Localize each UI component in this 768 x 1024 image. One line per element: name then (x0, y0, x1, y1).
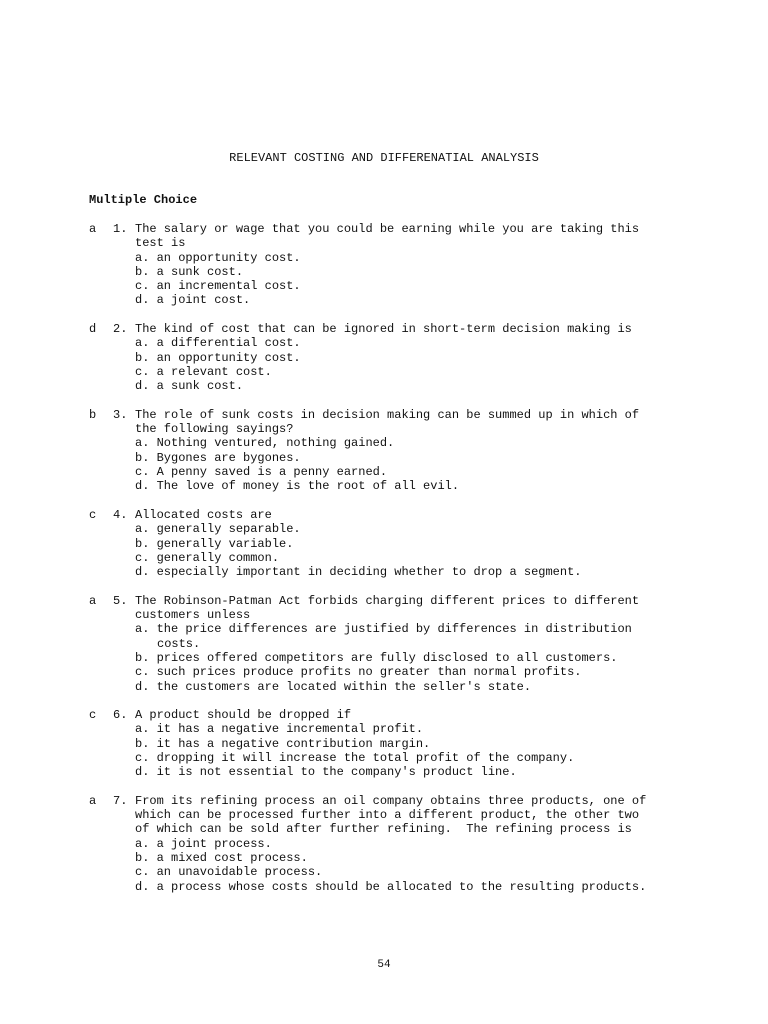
question-stem-line: A product should be dropped if (135, 708, 352, 723)
question-stem-line: the following sayings? (135, 422, 294, 437)
question-stem-line: The salary or wage that you could be earning while you are taking this (135, 222, 640, 236)
question-number: 4. (113, 507, 128, 522)
answer-option: b. prices offered competitors are fully disclosed to all customers. (135, 650, 618, 665)
answer-option: d. a process whose costs should be allocated to the resulting products. (135, 879, 647, 894)
answer-key: a (89, 593, 97, 608)
answer-option: d. the customers are located within the seller's state. (135, 679, 532, 694)
answer-option: a. a joint process. (135, 836, 272, 851)
answer-key: b (89, 407, 97, 422)
answer-option: a. the price differences are justified by differences in distribution (135, 622, 632, 637)
answer-option: b. a mixed cost process. (135, 851, 308, 866)
answer-option: c. such prices produce profits no greater than normal profits. (135, 665, 582, 680)
question-item (89, 408, 689, 494)
answer-option: c. an incremental cost. (135, 279, 301, 294)
answer-option: costs. (157, 636, 201, 651)
answer-option: d. a sunk cost. (135, 379, 244, 394)
question-stem-line: Allocated costs are (135, 507, 272, 522)
question-item (89, 708, 689, 779)
question-number: 3. (113, 407, 128, 422)
answer-option: b. an opportunity cost. (135, 350, 301, 365)
answer-key: a (89, 793, 97, 808)
answer-option: b. generally variable. (135, 536, 294, 551)
answer-option: a. a differential cost. (135, 336, 301, 351)
answer-option: b. Bygones are bygones. (135, 450, 301, 465)
question-stem-line: The kind of cost that can be ignored in short-term decision making is (135, 322, 632, 337)
question-stem-line: test is (135, 236, 186, 251)
question-item (89, 794, 689, 894)
answer-option: c. A penny saved is a penny earned. (135, 465, 388, 480)
question-number: 7. (113, 793, 128, 808)
answer-key: a (89, 222, 97, 236)
answer-option: c. dropping it will increase the total profit of the company. (135, 750, 575, 765)
answer-option: d. it is not essential to the company's product line. (135, 765, 517, 780)
question-list (89, 222, 689, 908)
answer-option: a. generally separable. (135, 522, 301, 537)
answer-option: b. a sunk cost. (135, 264, 244, 279)
question-item (89, 322, 689, 393)
question-number: 2. (113, 322, 128, 337)
answer-key: c (89, 708, 97, 723)
answer-option: d. The love of money is the root of all evil. (135, 479, 460, 494)
question-stem-line: From its refining process an oil company obtains three products, one of (135, 793, 647, 808)
answer-option: c. a relevant cost. (135, 364, 272, 379)
question-stem-line: which can be processed further into a different product, the other two (135, 808, 640, 823)
question-number: 5. (113, 593, 128, 608)
question-number: 1. (113, 222, 128, 236)
answer-key: c (89, 507, 97, 522)
question-stem-line: The role of sunk costs in decision making can be summed up in which of (135, 407, 640, 422)
question-stem-line: of which can be sold after further refining. The refining process is (135, 822, 632, 837)
page-number: 54 (377, 959, 391, 971)
question-stem-line: The Robinson-Patman Act forbids charging different prices to different (135, 593, 640, 608)
answer-option: a. Nothing ventured, nothing gained. (135, 436, 395, 451)
answer-option: a. it has a negative incremental profit. (135, 722, 424, 737)
answer-option: c. generally common. (135, 550, 280, 565)
question-stem-line: customers unless (135, 608, 251, 623)
answer-key: d (89, 322, 97, 337)
document-title: RELEVANT COSTING AND DIFFERENATIAL ANALYSIS (229, 151, 539, 165)
section-heading: Multiple Choice (89, 193, 198, 207)
question-item (89, 594, 689, 694)
question-item (89, 508, 689, 579)
question-item (89, 222, 689, 308)
answer-option: d. a joint cost. (135, 293, 251, 308)
answer-option: b. it has a negative contribution margin. (135, 736, 431, 751)
question-number: 6. (113, 708, 128, 723)
answer-option: c. an unavoidable process. (135, 865, 323, 880)
answer-option: a. an opportunity cost. (135, 250, 301, 265)
answer-option: d. especially important in deciding whether to drop a segment. (135, 565, 582, 580)
